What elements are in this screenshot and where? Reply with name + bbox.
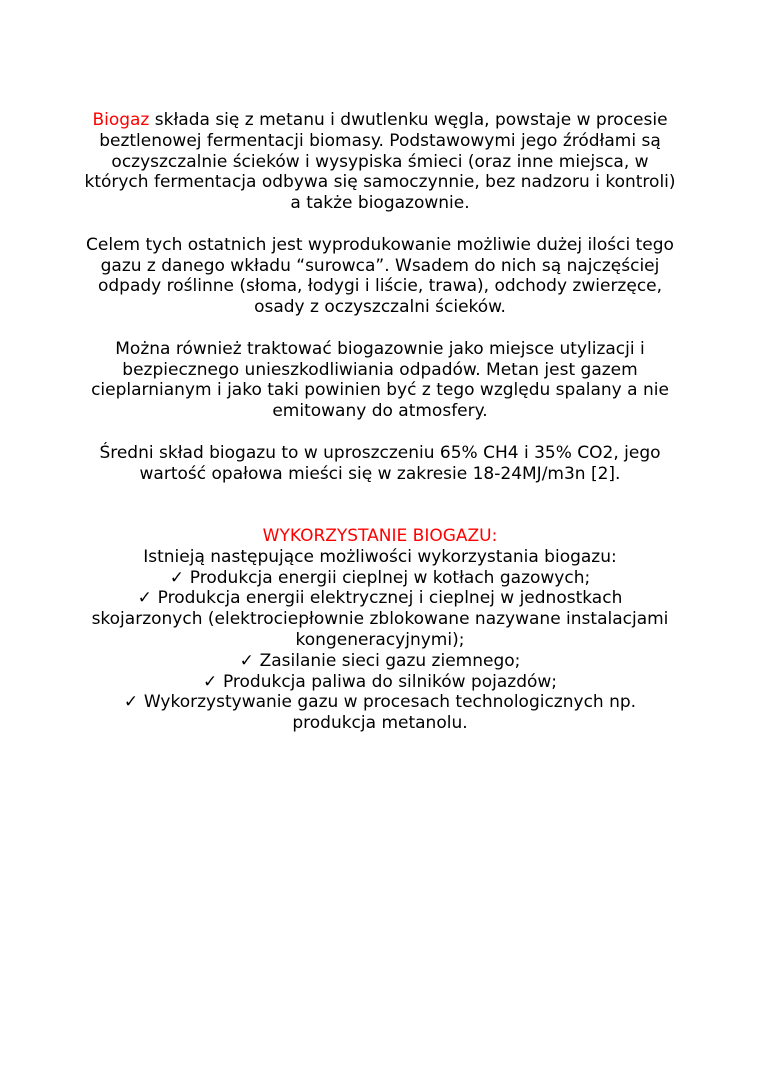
checkmark-icon: ✓ xyxy=(202,671,218,692)
checkmark-icon: ✓ xyxy=(239,650,254,671)
checkmark-icon: ✓ xyxy=(169,567,185,588)
highlighted-term: Biogaz xyxy=(92,110,150,130)
paragraph-composition: Średni skład biogazu to w uproszczeniu 65% CH4 i 35% CO2, jego wartość opałowa mieści się w zakresie 18-24MJ/m3n [2]. xyxy=(99,442,661,484)
list-item-text: Produkcja energii cieplnej w kotłach gazowych; xyxy=(189,567,591,588)
list-item xyxy=(80,672,680,693)
list-item-text: Zasilanie sieci gazu ziemnego; xyxy=(259,650,521,671)
checkmark-icon: ✓ xyxy=(137,588,152,609)
paragraph-waste-utilization: Można również traktować biogazownie jako miejsce utylizacji i bezpiecznego unieszkodliwiania odpadów. Metan jest gazem cieplarnianym i jako taki powinien być z tego względu spalany a nie emitowany do atmosfery. xyxy=(91,338,669,422)
list-item-text: Wykorzystywanie gazu w procesach technologicznych np. produkcja metanolu. xyxy=(143,692,637,734)
section-heading: WYKORZYSTANIE BIOGAZU: xyxy=(262,525,498,546)
paragraph-biogas-definition xyxy=(80,110,680,214)
document-body xyxy=(80,110,680,734)
list-item xyxy=(80,651,680,672)
list-item-text: Produkcja paliwa do silników pojazdów; xyxy=(222,671,558,692)
list-item xyxy=(80,568,680,589)
list-item xyxy=(80,692,680,734)
usage-list xyxy=(80,568,680,734)
list-item xyxy=(80,588,680,650)
list-item-text: Produkcja energii elektrycznej i cieplnej w jednostkach skojarzonych (elektrociepłownie zblokowane nazywane instalacjami kongeneracyjnymi); xyxy=(91,588,669,650)
section-intro: Istnieją następujące możliwości wykorzystania biogazu: xyxy=(143,546,617,567)
checkmark-icon: ✓ xyxy=(123,692,139,713)
paragraph-biogas-plants: Celem tych ostatnich jest wyprodukowanie możliwie dużej ilości tego gazu z danego wkładu “surowca”. Wsadem do nich są najczęściej odpady roślinne (słoma, łodygi i liście, trawa), odchody zwierzęce, osady z oczyszczalni ścieków. xyxy=(86,234,674,318)
paragraph-text: składa się z metanu i dwutlenku węgla, powstaje w procesie beztlenowej fermentacji biomasy. Podstawowymi jego źródłami są oczyszczalnie ścieków i wysypiska śmieci (oraz inne miejsca, w których fermentacja odbywa się samoczynnie, bez nadzoru i kontroli) a także biogazownie. xyxy=(84,110,676,214)
